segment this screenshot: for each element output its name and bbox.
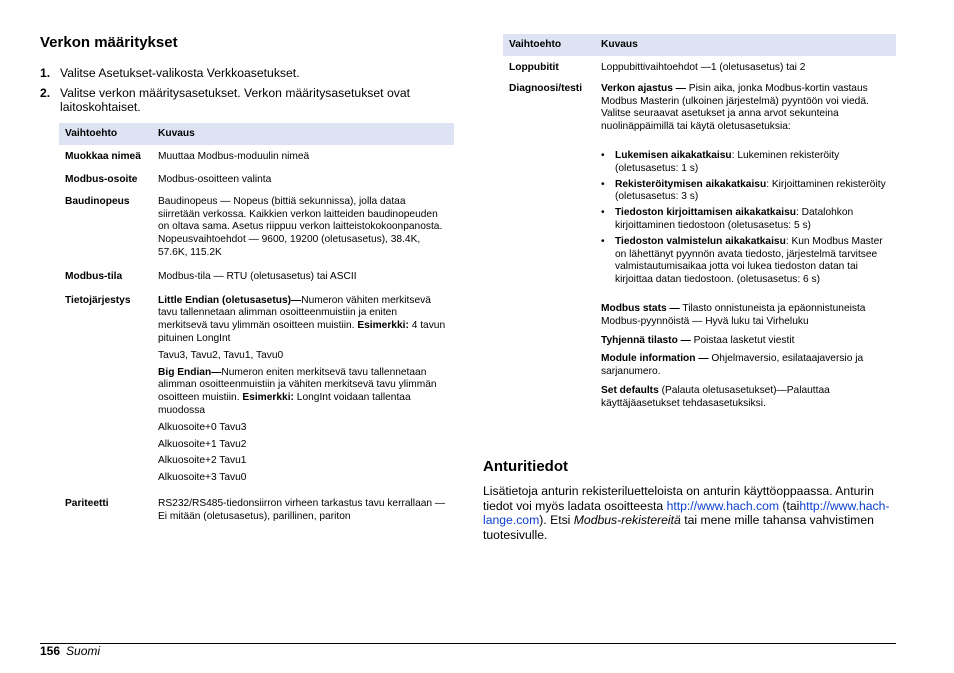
page-number: 156	[40, 644, 61, 658]
list-item: • Lukemisen aikakatkaisu: Lukeminen rekisteröity (oletusasetus: 1 s)	[601, 149, 840, 174]
big-endian-description: Big Endian—Numeron eniten merkitsevä tavu tallennetaan alimman osoitteenmuistiin ja vähiten merkitsevä tavu ylimmän osoitteen muistiin. Esimerkki: LongInt voidaan tallentaa muodossa	[158, 366, 437, 416]
list-item: • Rekisteröitymisen aikakatkaisu: Kirjoittaminen rekisteröity (oletusasetus: 3 s)	[601, 178, 886, 203]
table-row: Loppubitit Loppubittivaihtoehdot —1 (oletusasetus) tai 2	[509, 62, 806, 73]
table-row: Modbus-osoite Modbus-osoitteen valinta	[65, 174, 272, 185]
hach-link[interactable]: http://www.hach.com	[666, 498, 780, 513]
hach-lange-link[interactable]: http://www.hach-lange.com	[483, 498, 890, 527]
table-row-byte-order: Tietojärjestys Little Endian (oletusasetus)—Numeron vähiten merkitsevä tavu tallennetaan alimman osoitteenmuistiin ja eniten merkitsevä tavu ylimmän osoitteen muistiin. Esimerkki: 4 tavun pituinen LongInt Tavu3, Tavu2, Tavu1, Tavu0 Big Endian—Numeron eniten merkitsevä tavu tallennetaan alimman osoitteenmuistiin ja vähiten merkitsevä tavu ylimmän osoitteen muistiin. Esimerkki: LongInt voidaan tallentaa muodossa Alkuosoite+0 Tavu3 Alkuosoite+1 Tavu2 Alkuosoite+2 Tavu1 Alkuosoite+3 Tavu0	[59, 287, 454, 492]
network-timeout-description: Verkon ajastus — Pisin aika, jonka Modbus-kortin vastaus Modbus Masterin (ulkoinen järjestelmä) pyyntöön voi viedä. Valitse seuraavat asetukset ja anna arvot sekunteina nuolinäppäimillä tai käytä oletusasetuksia:	[601, 82, 869, 133]
network-options-table-continued	[503, 34, 896, 418]
table-row-diagnostics: Diagnoosi/testi Verkon ajastus — Pisin aika, jonka Modbus-kortin vastaus Modbus Masterin (ulkoinen järjestelmä) pyyntöön voi viedä. Valitse seuraavat asetukset ja anna arvot sekunteina nuolinäppäimillä tai käytä oletusasetuksia: • Lukemisen aikakatkaisu: Lukeminen rekisteröity (oletusasetus: 1 s) • Rekisteröitymisen aikakatkaisu: Kirjoittaminen rekisteröity (oletusasetus: 3 s) • Tiedoston kirjoittamisen aikakatkaisu: Datalohkon kirjoittaminen tiedostoon (oletusasetus: 5 s) • Tiedoston valmistelun aikakatkaisu: Kun Modbus Master on lähettänyt pyynnön avata tiedosto, järjestelmä tarvitsee valmistautumisaikaa jotta voi lukea tiedoston datan tai kirjoittaa datan tiedostoon. (oletusasetus: 6 s) Modbus stats — Tilasto onnistuneista ja epäonnistuneista Modbus-pyynnöistä — Hyvä luku tai Virheluku Tyhjennä tilasto — Poistaa lasketut viestit Module information — Ohjelmaversio, esilataajaversio ja sarjanumero. Set defaults (Palauta oletusasetukset)—Palauttaa käyttäjäasetukset tehdasasetuksiksi.	[503, 78, 896, 418]
list-item: • Tiedoston valmistelun aikakatkaisu: Kun Modbus Master on lähettänyt pyynnön avata tiedosto, järjestelmä tarvitsee valmistautumisaikaa jotta voi lukea tiedoston datan tai kirjoittaa datan tiedostoon. (oletusasetus: 6 s)	[601, 235, 883, 286]
step-1: 1. Valitse Asetukset-valikosta Verkkoasetukset.	[40, 66, 300, 80]
table-header-row: Vaihtoehto Kuvaus	[503, 34, 896, 56]
table-row: Pariteetti RS232/RS485-tiedonsiirron virheen tarkastus tavu kerrallaan — Ei mitään (oletusasetus), parillinen, pariton	[65, 497, 446, 522]
footer-divider	[40, 643, 896, 644]
table-row: Modbus-tila Modbus-tila — RTU (oletusasetus) tai ASCII	[65, 270, 357, 282]
little-endian-description: Little Endian (oletusasetus)—Numeron vähiten merkitsevä tavu tallennetaan alimman osoitteenmuistiin ja eniten merkitsevä tavu ylimmän osoitteen muistiin. Esimerkki: 4 tavun pituinen LongInt	[158, 294, 446, 344]
network-settings-heading: Verkon määritykset	[40, 34, 178, 51]
address-line: Alkuosoite+1 Tavu2	[158, 438, 247, 450]
timeout-list	[601, 150, 890, 287]
sensor-info-heading: Anturitiedot	[483, 458, 568, 475]
network-options-table	[59, 123, 454, 527]
address-line: Alkuosoite+3 Tavu0	[158, 472, 247, 484]
table-header-row: Vaihtoehto Kuvaus	[59, 123, 454, 145]
modbus-stats-description: Modbus stats — Tilasto onnistuneista ja epäonnistuneista Modbus-pyynnöistä — Hyvä luku tai Virheluku	[601, 302, 866, 327]
footer-language: Suomi	[66, 644, 101, 658]
table-row: Baudinopeus Baudinopeus — Nopeus (bittiä sekunnissa), jolla dataa siirretään verkossa. Kaikkien verkon laitteiden baudinopeuden on oltava sama. Asetus riippuu verkon laitteistokokoonpanosta. Nopeusvaihtoehdot — 9600, 19200 (oletusasetus), 38.4K, 57.6K, 115.2K	[65, 195, 443, 258]
module-information-description: Module information — Ohjelmaversio, esilataajaversio ja sarjanumero.	[601, 353, 864, 378]
sensor-info-paragraph: Lisätietoja anturin rekisteriluetteloista on anturin käyttöoppaassa. Anturin tiedot voi myös ladata osoitteesta http://www.hach.com (taihttp://www.hach-lange.com). Etsi Modbus-rekistereitä tai mene mille tahansa vahvistimen tuotesivulle.	[483, 484, 890, 542]
list-item: • Tiedoston kirjoittamisen aikakatkaisu: Datalohkon kirjoittaminen tiedostoon (oletusasetus: 5 s)	[601, 207, 854, 231]
clear-stats-description: Tyhjennä tilasto — Poistaa lasketut viestit	[601, 334, 795, 346]
step-2: 2. Valitse verkon määritysasetukset. Verkon määritysasetukset ovat laitoskohtaiset.	[40, 85, 410, 114]
little-endian-order: Tavu3, Tavu2, Tavu1, Tavu0	[158, 349, 284, 361]
table-row: Muokkaa nimeä Muuttaa Modbus-moduulin nimeä	[65, 151, 310, 162]
page-footer	[40, 643, 100, 658]
steps-list	[40, 66, 454, 120]
address-line: Alkuosoite+0 Tavu3	[158, 421, 247, 433]
set-defaults-description: Set defaults (Palauta oletusasetukset)—Palauttaa käyttäjäasetukset tehdasasetuksiksi.	[601, 384, 830, 409]
address-line: Alkuosoite+2 Tavu1	[158, 455, 247, 467]
